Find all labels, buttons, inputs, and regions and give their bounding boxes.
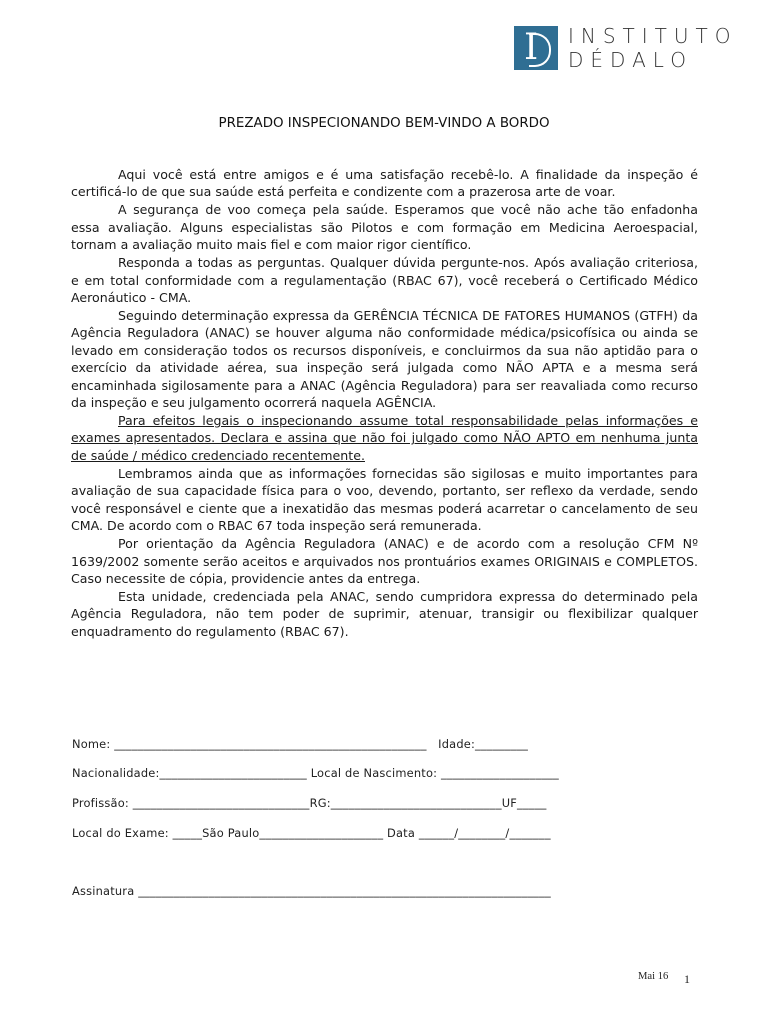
footer-date: Mai 16 xyxy=(638,971,669,982)
signature-field[interactable]: Assinatura ______________________________________________________________________ xyxy=(72,884,551,898)
paragraph-welcome: Aqui você está entre amigos e é uma satisfação recebê-lo. A finalidade da inspeção é certificá-lo de que sua saúde está perfeita e condizente com a prazerosa arte de voar. xyxy=(71,167,698,200)
paragraph-anac-orientation: Por orientação da Agência Reguladora (ANAC) e de acordo com a resolução CFM Nº 1639/2002 somente serão aceitos e arquivados nos prontuários exames ORIGINAIS e COMPLETOS. Caso necessite de cópia, providencie antes da entrega. xyxy=(71,536,698,586)
paragraph-questions: Responda a todas as perguntas. Qualquer dúvida pergunte-nos. Após avaliação criteriosa, e em total conformidade com a regulamentação (RBAC 67), você receberá o Certificado Médico Aeronáutico - CMA. xyxy=(71,255,698,306)
paragraph-legal-declaration: Para efeitos legais o inspecionando assume total responsabilidade pelas informações e exames apresentados. Declara e assina que não foi julgado como NÃO APTO em nenhuma junta de saúde / médico credenciado recentemente. xyxy=(71,413,698,463)
profession-rg-uf-field[interactable]: Profissão: ______________________________RG:_____________________________UF_____ xyxy=(72,796,547,810)
document-title: PREZADO INSPECIONANDO BEM-VINDO A BORDO xyxy=(218,116,550,131)
instituto-dedalo-logo xyxy=(514,24,738,74)
name-age-field[interactable]: Nome: _____________________________________________________ Idade:_________ xyxy=(72,737,529,751)
page-number: 1 xyxy=(684,972,690,986)
logo-letter: I xyxy=(524,27,539,68)
document-body xyxy=(71,166,698,641)
paragraph-unit-compliance: Esta unidade, credenciada pela ANAC, sendo cumpridora expressa do determinado pela Agência Reguladora, não tem poder de suprimir, atenuar, transigir ou flexibilizar qualquer enquadramento do regulamento (RBAC 67). xyxy=(71,588,698,639)
exam-location-date-field[interactable]: Local do Exame: _____São Paulo_____________________ Data ______/________/_______ xyxy=(72,826,551,840)
paragraph-confidentiality: Lembramos ainda que as informações fornecidas são sigilosas e muito importantes para avaliação de sua capacidade física para o voo, devendo, portanto, ser reflexo da verdade, sendo você responsável e ciente que a inexatidão das mesmas poderá acarretar o cancelamento de seu CMA. De acordo com o RBAC 67 toda inspeção será remunerada. xyxy=(71,465,698,534)
logo-arc-shape xyxy=(529,33,551,67)
logo-mark xyxy=(514,26,558,70)
logo-text-line2: DÉDALO xyxy=(568,48,693,72)
nationality-birthplace-field[interactable]: Nacionalidade:_________________________ Local de Nascimento: ____________________ xyxy=(72,766,559,780)
paragraph-safety: A segurança de voo começa pela saúde. Esperamos que você não ache tão enfadonha essa avaliação. Alguns especialistas são Pilotos e com formação em Medicina Aeroespacial, tornam a avaliação muito mais fiel e com maior rigor científico. xyxy=(71,202,698,253)
logo-text-line1: INSTITUTO xyxy=(568,24,738,48)
paragraph-gtfh: Seguindo determinação expressa da GERÊNCIA TÉCNICA DE FATORES HUMANOS (GTFH) da Agência Reguladora (ANAC) se houver alguma não conformidade médica/psicofísica ou ainda se levado em consideração todos os recursos disponíveis, e concluirmos da sua não aptidão para o exercício da atividade aérea, sua inspeção será julgada como NÃO APTA e a mesma será encaminhada sigilosamente para a ANAC (Agência Reguladora) para ser reavaliada como recurso da inspeção e seu julgamento ocorrerá naquela AGÊNCIA. xyxy=(71,308,698,411)
